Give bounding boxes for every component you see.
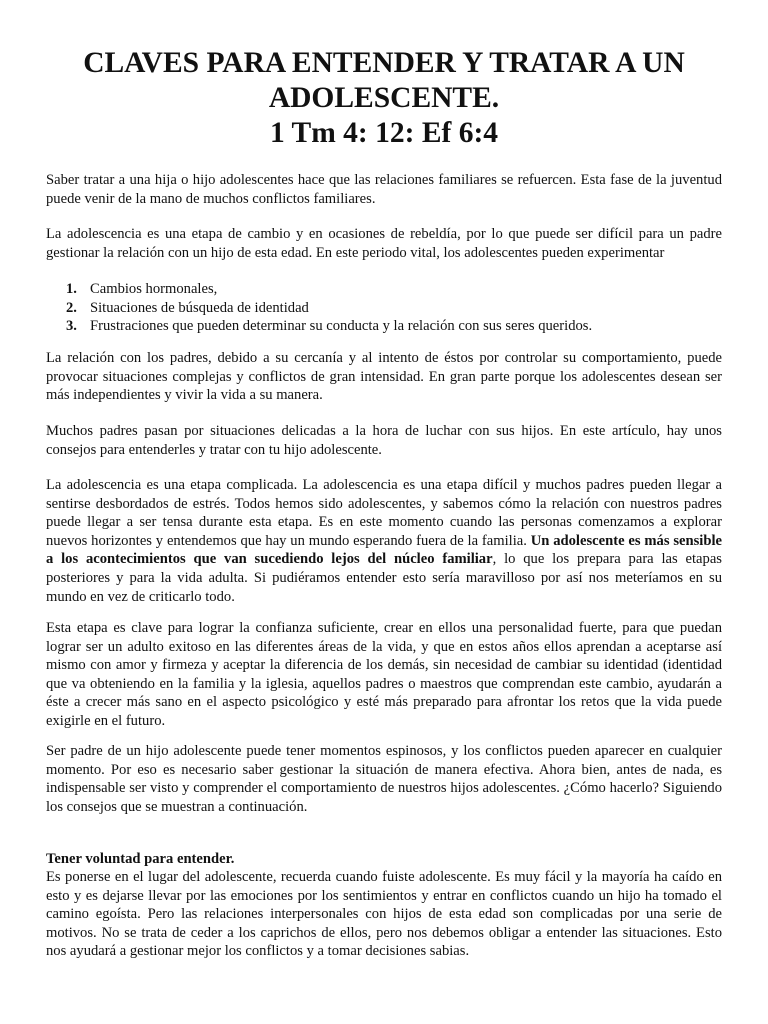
paragraph-intro: Saber tratar a una hija o hijo adolescentes hace que las relaciones familiares se refuercen. Esta fase de la juventud puede venir de la mano de muchos conflictos familiares. — [46, 172, 722, 207]
title-line-2: ADOLESCENTE. — [268, 82, 500, 114]
list-number: 1. — [66, 281, 77, 297]
title-line-3: 1 Tm 4: 12: Ef 6:4 — [269, 117, 499, 149]
experience-list — [46, 280, 722, 336]
list-item — [46, 299, 722, 318]
document-title — [40, 46, 728, 151]
paragraph-adolescence-change: La adolescencia es una etapa de cambio y en ocasiones de rebeldía, por lo que puede ser difícil para un padre gestionar la relación con un hijo de esta edad. En este periodo vital, los adolescentes pueden experimentar — [46, 226, 722, 261]
list-item — [46, 317, 722, 336]
list-number: 3. — [66, 318, 77, 335]
paragraph-being-a-parent: Ser padre de un hijo adolescente puede tener momentos espinosos, y los conflictos pueden aparecer en cualquier momento. Por eso es necesario saber gestionar la situación de manera efectiva. Ahora bien, antes de nada, es indispensable ser visto y comprender el comportamiento de nuestros hijos adolescentes. ¿Cómo hacerlo? Siguiendo los consejos que se muestran a continuación. — [46, 743, 722, 815]
list-item — [46, 280, 722, 299]
title-line-1: CLAVES PARA ENTENDER Y TRATAR A UN — [83, 47, 685, 79]
paragraph-delicate-situations: Muchos padres pasan por situaciones delicadas a la hora de luchar con sus hijos. En este artículo, hay unos consejos para entenderles y tratar con tu hijo adolescente. — [46, 423, 722, 458]
paragraph-key-stage: Esta etapa es clave para lograr la confianza suficiente, crear en ellos una personalidad fuerte, para que puedan lograr ser un adulto exitoso en las diferentes áreas de la vida, y que en estos años ellos aprendan a aceptarse así mismo con amor y firmeza y aceptar la diferencia de los demás, sin necesidad de cambiar su identidad (identidad que va obteniendo en la familia y la iglesia, aquellos padres o maestros que comprendan este cambio, ayudarán a éste a crecer más sano en el aspecto psicológico y esté más preparado para afrontar los retos que la vida puede exigirle en el futuro. — [46, 620, 722, 729]
list-text: Cambios hormonales, — [90, 281, 218, 297]
paragraph-parents-relation: La relación con los padres, debido a su cercanía y al intento de éstos por controlar su comportamiento, puede provocar situaciones complejas y conflictos de gran intensidad. En gran parte porque los adolescentes desean ser más independientes y vivir la vida a su manera. — [46, 350, 722, 404]
list-text: Frustraciones que pueden determinar su conducta y la relación con sus seres queridos. — [90, 318, 593, 335]
list-text: Situaciones de búsqueda de identidad — [90, 299, 309, 316]
paragraph-text: , lo que los prepara para las etapas posteriores y para la vida adulta. Si pudiéramos entender esto sería maravilloso por así nos meteríamos en su mundo en vez de criticarlo todo. — [46, 551, 722, 605]
paragraph-will-to-understand: Es ponerse en el lugar del adolescente, recuerda cuando fuiste adolescente. Es muy fácil y la mayoría ha caído en esto y es dejarse llevar por las emociones por los sentimientos y entrar en conflictos cuando un hijo ha tomado el camino egoísta. Pero las relaciones interpersonales con hijos de esta edad son complicadas por una serie de motivos. No se trata de ceder a los caprichos de ellos, pero nos debemos obligar a entender las situaciones. Esto nos ayudará a gestionar mejor los conflictos y a tomar decisiones sabias. — [46, 869, 722, 960]
paragraph-complicated-stage — [46, 476, 722, 606]
section-heading: Tener voluntad para entender. — [46, 851, 235, 867]
emphasis-text: Un adolescente es más sensible a los acontecimientos que van sucediendo lejos del núcleo familiar — [46, 532, 722, 568]
paragraph-text: La adolescencia es una etapa complicada. La adolescencia es una etapa difícil y muchos padres pueden llegar a sentirse desbordados de estrés. Todos hemos sido adolescentes, y sabemos cómo la relación con nuestros padres puede llegar a ser tensa durante esta etapa. Es en este momento cuando las personas comenzamos a explorar nuevos horizontes y entendemos que hay un mundo esperando fuera de la familia. — [46, 477, 722, 549]
list-number: 2. — [66, 299, 77, 316]
